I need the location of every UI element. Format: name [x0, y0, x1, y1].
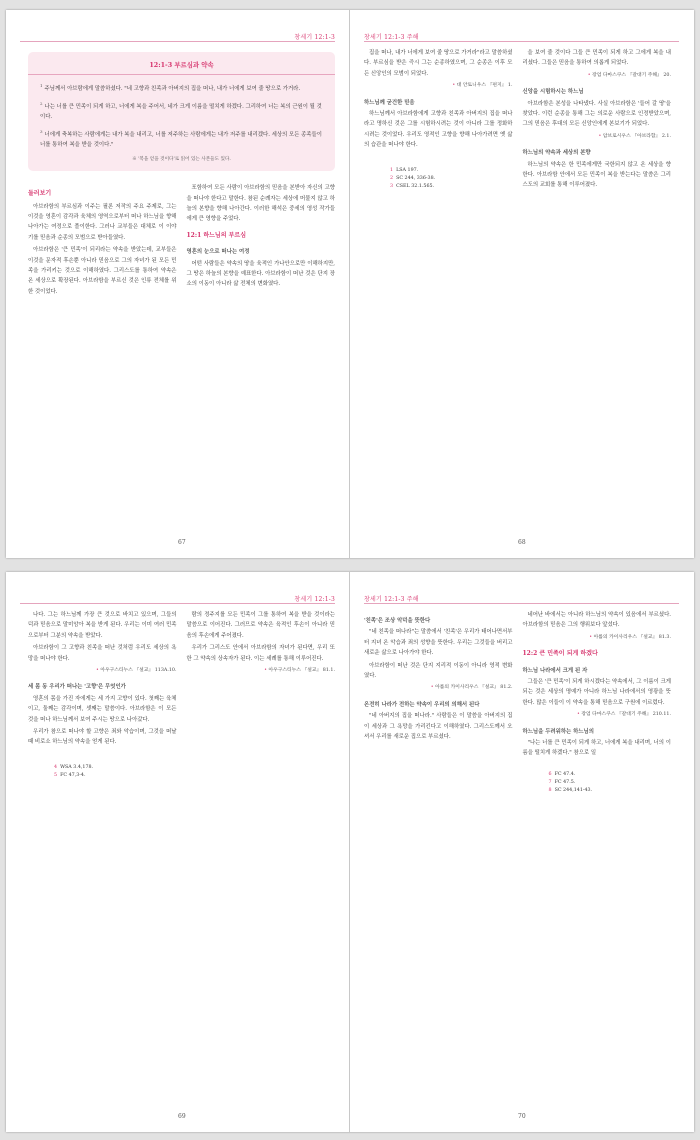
scripture-note: ※ '복을 얻을 것이다'로 읽어 있는 사본들도 있다.	[132, 156, 231, 162]
paragraph: 집을 떠나, 내가 너에게 보여 줄 땅으로 가거라"라고 말씀하셨다. 부르심을 받은 즉시 그는 순종하였으며, 그 순종은 이후 모든 신앙인의 모범이 되었다.	[364, 50, 513, 77]
scripture-box-title: 12:1-3 부르심과 약속	[28, 56, 335, 75]
citation: • 대 안토니우스 『편지』 1.	[452, 83, 513, 89]
header-rule	[364, 41, 679, 42]
footnote: 8 SC 244,141-43.	[548, 787, 593, 793]
sub-heading: 하느님 나라에서 크게 된 자	[522, 667, 588, 674]
sub-heading: '친족'은 조상 악덕을 뜻한다	[364, 618, 431, 624]
page-70	[350, 572, 693, 1132]
footnote: 7 FC 47.5.	[548, 779, 576, 785]
paragraph: "네 친족을 떠나라"는 말씀에서 '친족'은 우리가 태어나면서부터 지녀 온 악습과 죄의 성향을 뜻한다. 우리는 그것들을 버리고 새로운 삶으로 나아가야 한다.	[364, 629, 513, 657]
citation: • 암브로시우스 『아브라함』 2.1.	[598, 133, 671, 139]
paragraph: 네어난 바에서는 아니라 하느님의 약속이 있음에서 부르셨다. 아브라함의 믿음은 그의 행위보다 앞섰다.	[522, 612, 671, 629]
section-heading: 12:1 하느님의 부르심	[186, 231, 246, 239]
section-heading: 12:2 큰 민족이 되게 하겠다	[522, 650, 598, 658]
sub-heading: 하느님을 두려워하는 하느님의	[522, 728, 594, 735]
citation: • 아를의 카이사리우스 『설교』 81.3.	[589, 634, 671, 640]
paragraph: 우리가 참으로 떠나야 할 고향은 죄와 악습이며, 그것을 떠날 때 비로소 하느님의 약속을 얻게 된다.	[28, 729, 177, 746]
footnote: 3 CSEL 32.1.565.	[390, 183, 435, 189]
paragraph: 람의 정주지를 모든 민족이 그를 통하여 복을 받을 것이라는 말씀으로 이어진다. 그러므로 약속은 육적인 후손이 아니라 믿음의 후손에게 주어졌다.	[186, 612, 335, 639]
page-67	[6, 10, 349, 558]
citation: • 장엄 다마스쿠스 『갈대기 주해』 210.11.	[577, 712, 671, 718]
header-rule	[20, 603, 335, 604]
page-content	[364, 48, 671, 528]
sub-heading: 영혼의 눈으로 떠나는 여정	[186, 249, 250, 256]
running-head: 창세기 12:1-3 주해	[364, 596, 419, 603]
verse: $^2$나는 너를 큰 민족이 되게 하고, 너에게 복을 주어서, 네가 크게 이름을 떨치게 하겠다. 그리하여 너는 복의 근원이 될 것이다.	[40, 100, 322, 121]
column-1	[28, 183, 177, 299]
running-head: 창세기 12:1-3 주해	[364, 34, 419, 41]
paragraph: 포함하여 모든 사람이 아브라함의 믿음을 본받아 자신의 고향을 떠나야 한다고 말한다. 참된 순례자는 세상에 머물지 않고 하늘의 본향을 향해 나아간다. 이러한 해석은 중세의 영성 작가들에게 큰 영향을 주었다.	[186, 185, 335, 223]
paragraph: 우리가 그리스도 안에서 아브라함의 자녀가 된다면, 우리 또한 그 약속의 상속자가 된다. 이는 세례를 통해 이루어진다.	[186, 645, 335, 662]
column-2	[187, 610, 336, 780]
paragraph: 그들은 '큰 민족'이 되게 하시겠다는 약속에서, 그 이름이 크게 되는 것은 세상의 명예가 아니라 하느님 나라에서의 영광을 뜻한다. 많은 이들이 이 약속을 통해 믿음으로 구원에 이르렀다.	[522, 679, 671, 706]
paragraph: 을 보여 줄 것이다 그들 큰 민족이 되게 하고 그에게 복을 내리셨다. 그들은 믿음을 통하여 의롭게 되었다.	[522, 50, 671, 67]
citation: • 아우구스티누스 『설교』 113A.10.	[96, 668, 177, 674]
page-content	[28, 48, 335, 528]
sub-heading: 온전히 나라가 전하는 약속이 우리의 의해서 된다	[364, 701, 480, 708]
column-1	[364, 610, 513, 795]
paragraph: 아브라함이 그 고향과 친족을 떠난 것처럼 우리도 세상의 욕망을 떠나야 한다.	[28, 645, 177, 662]
paragraph: 영혼의 몸을 가진 자에게는 세 가지 고향이 있다. 첫째는 육체이고, 둘째는 감각이며, 셋째는 말씀이다. 아브라함은 이 모든 것을 떠나 하느님께서 보여 주시는 땅으로 나아갔다.	[28, 695, 177, 723]
sub-heading: 하느님께 굳건한 믿음	[364, 99, 415, 106]
footnote: 6 FC 47.4.	[548, 771, 576, 777]
paragraph: 아브라함은 '큰 민족'이 되리라는 약속을 받았는데, 교부들은 이것을 문자적 후손뿐 아니라 믿음으로 그의 자녀가 된 모든 민족을 가리키는 것으로 이해하였다. 그리스도를 통하여 약속은 온 세상으로 확장된다. 아브라함을 부르신 것은 인류 전체를 위한 것이었다.	[28, 247, 177, 295]
page-68	[350, 10, 693, 558]
page-content	[364, 610, 671, 1102]
scripture-box	[28, 52, 335, 171]
paragraph: 아브라함의 부르심과 이주는 필론 저작의 주요 주제로, 그는 이것을 영혼이 감각과 육체의 영역으로부터 떠나 하느님을 향해 나아가는 여정으로 풀이한다. 그러나 교부들은 대체로 이 이야기를 믿음과 순종의 모범으로 받아들였다.	[28, 203, 177, 241]
page-number: 69	[178, 1113, 186, 1120]
sub-heading: 세 몸 동 우리가 떠나는 '고향'은 무엇인가	[28, 684, 126, 691]
citation: • 아를의 카이사리우스 『설교』 81.2.	[430, 685, 513, 691]
section-heading: 둘러보기	[28, 190, 52, 198]
page-number: 70	[518, 1113, 526, 1120]
column-2	[523, 48, 672, 193]
paragraph: 아브라함은 본성을 나타냈다. 사실 아브라함은 '들어 갈 땅'을 찾았다. 이런 순종을 통해 그는 의로운 사람으로 인정받았으며, 그의 믿음은 후대의 모든 신앙인에게 본보기가 되었다.	[522, 100, 671, 128]
page-content	[28, 610, 335, 1102]
citation: • 아우구스티누스 『설교』 81.1.	[264, 668, 335, 674]
header-rule	[20, 41, 335, 42]
sub-heading: 하느님의 약속과 세상의 본향	[522, 150, 591, 157]
verse: $^3$너에게 축복하는 사람에게는 내가 복을 내리고, 너를 저주하는 사람에게는 내가 저주를 내리겠다. 세상의 모든 종족들이 너를 통하여 복을 받을 것이다."	[40, 128, 322, 149]
column-2	[187, 183, 336, 299]
footnote: 5 FC 47,3-4.	[54, 772, 86, 778]
footnote: 1 LSA 197.	[390, 167, 419, 173]
paragraph: 하느님의 약속은 한 민족에게만 국한되지 않고 온 세상을 향한다. 아브라함 안에서 모든 민족이 복을 받는다는 말씀은 그리스도의 교회를 통해 이루어졌다.	[522, 161, 671, 189]
spread-bottom	[6, 572, 694, 1132]
sub-heading: 신앙을 시험하시는 하느님	[522, 89, 584, 96]
page-number: 68	[518, 539, 526, 546]
running-head: 창세기 12:1-3	[294, 34, 335, 41]
paragraph: 아브라함이 떠난 것은 단지 지리적 이동이 아니라 영적 변화였다.	[364, 662, 513, 680]
paragraph: 하느님께서 아브라함에게 고향과 친족과 아버지의 집을 떠나라고 명하신 것은 그를 시험하시려는 것이 아니라 그를 정화하시려는 것이었다. 우리도 영적인 고향을 향해 나아가려면 옛 삶의 습관을 떠나야 한다.	[364, 111, 513, 149]
running-head: 창세기 12:1-3	[294, 596, 335, 603]
footnote: 2 SC 244, 336-38.	[390, 175, 436, 181]
footnote: 4 WSA 3.4,178.	[54, 764, 94, 770]
header-rule	[364, 603, 679, 604]
column-1	[28, 610, 177, 780]
verse: $^1$주님께서 아브람에게 말씀하셨다. "네 고향과 친족과 아버지의 집을 떠나, 내가 너에게 보여 줄 땅으로 가거라.	[40, 83, 301, 93]
page-69	[6, 572, 349, 1132]
page-number: 67	[178, 539, 186, 546]
paragraph: 나다. 그는 하느님께 가장 큰 것으로 바치고 있으며, 그들의 덕과 믿음으로 말미암아 복을 받게 된다. 우리는 이미 여러 민족으로부터 그분의 약속을 받았다.	[28, 612, 177, 639]
citation: • 장엄 다마스쿠스 『갈대기 주해』 20.	[587, 72, 671, 78]
paragraph: "네 아버지의 집을 떠나라." 사람들은 이 말씀을 아버지의 집이 세상과 그 욕망을 가리킨다고 이해하였다. 그리스도께서 오셔서 우리를 새로운 집으로 부르셨다.	[364, 713, 513, 741]
column-1	[364, 48, 513, 193]
column-2	[523, 610, 672, 795]
paragraph: 어떤 사람들은 약속의 땅을 육적인 가나안으로만 이해하지만, 그 땅은 하늘의 본향을 예표한다. 아브라함이 떠난 것은 단지 장소의 이동이 아니라 삶 전체의 변화였다.	[186, 260, 335, 288]
spread-top	[6, 10, 694, 558]
paragraph: "나는 너를 큰 민족이 되게 하고, 너에게 복을 내리며, 너의 이름을 떨치게 하겠다." 참으로 일	[522, 740, 671, 757]
